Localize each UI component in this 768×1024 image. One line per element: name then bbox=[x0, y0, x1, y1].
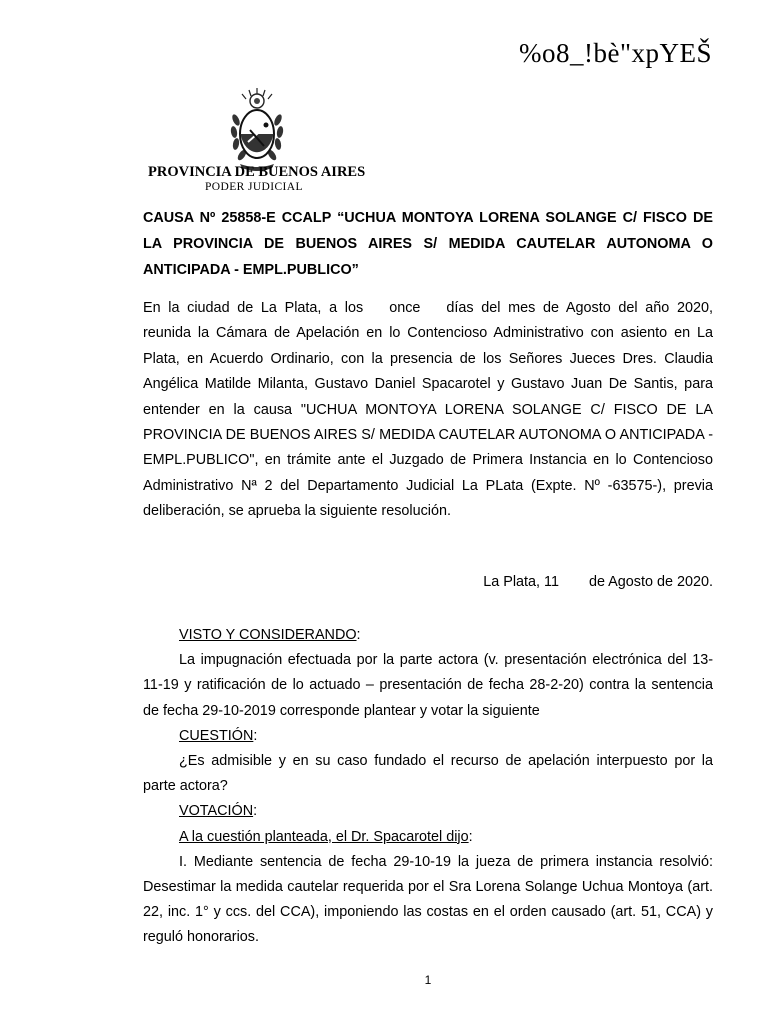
spacarotel-colon: : bbox=[468, 828, 473, 845]
cuestion-heading-text: CUESTIÓN bbox=[179, 727, 254, 744]
cuestion-colon: : bbox=[253, 727, 258, 744]
page-number: 1 bbox=[424, 973, 432, 987]
intro-part-1: En la ciudad de La Plata, a los bbox=[143, 300, 364, 316]
resolution-body bbox=[143, 623, 713, 951]
cuestion-heading bbox=[143, 724, 713, 749]
coat-of-arms-icon bbox=[228, 86, 286, 172]
votacion-colon: : bbox=[253, 803, 258, 820]
spacarotel-heading-text: A la cuestión planteada, el Dr. Spacarotel dijo bbox=[179, 828, 469, 845]
visto-colon: : bbox=[356, 627, 361, 643]
intro-day-word: once bbox=[389, 300, 421, 316]
votacion-heading-text: VOTACIÓN bbox=[179, 803, 254, 820]
organization-name: PROVINCIA DE BUENOS AIRES bbox=[148, 164, 366, 180]
votacion-heading bbox=[143, 799, 713, 824]
place-date-part-2: de Agosto de 2020. bbox=[588, 574, 713, 590]
cuestion-paragraph: ¿Es admisible y en su caso fundado el recurso de apelación interpuesto por la parte actora? bbox=[143, 753, 713, 795]
place-date-part-1: La Plata, 11 bbox=[483, 574, 559, 590]
intro-part-2: días del mes de Agosto del año 2020, reunida la Cámara de Apelación en lo Contencioso Administrativo con asiento en La Plata, en Acuerdo Ordinario, con la presencia de los Señores Jueces Dres. Claudia Angélica Matilde Milanta, Gustavo Daniel Spacarotel y Gustavo Juan De Santis, para entender en la causa "UCHUA MONTOYA LORENA SOLANGE C/ FISCO DE LA PROVINCIA DE BUENOS AIRES S/ MEDIDA CAUTELAR AUTONOMA O ANTICIPADA - EMPL.PUBLICO", en trámite ante el Juzgado de Primera Instancia en lo Contencioso Administrativo Nª 2 del Departamento Judicial La PLata (Expte. Nº -63575-), previa deliberación, se aprueba la siguiente resolución. bbox=[143, 300, 713, 520]
impugnacion-paragraph: La impugnación efectuada por la parte actora (v. presentación electrónica del 13-11-19 y ratificación de lo actuado – presentación de fecha 28-2-20) contra la sentencia de fecha 29-10-2019 corresponde plantear y votar la siguiente bbox=[143, 652, 713, 719]
organization-subtitle: PODER JUDICIAL bbox=[205, 181, 303, 193]
document-code: %o8_!bè"xpYEŠ bbox=[519, 38, 712, 68]
point-one-paragraph: I. Mediante sentencia de fecha 29-10-19 la jueza de primera instancia resolvió: Desestimar la medida cautelar requerida por el Sra Lorena Solange Uchua Montoya (art. 22, inc. 1° y ccs. del CCA), imponiendo las costas en el orden causado (art. 51, CCA) y reguló honorarios. bbox=[143, 853, 713, 946]
spacarotel-heading bbox=[143, 825, 713, 850]
place-date bbox=[483, 574, 713, 590]
case-title: CAUSA Nº 25858-E CCALP “UCHUA MONTOYA LORENA SOLANGE C/ FISCO DE LA PROVINCIA DE BUENOS AIRES S/ MEDIDA CAUTELAR AUTONOMA O ANTICIPADA - EMPL.PUBLICO” bbox=[143, 210, 713, 278]
intro-paragraph bbox=[143, 296, 713, 525]
visto-heading bbox=[143, 623, 713, 648]
visto-heading-text: VISTO Y CONSIDERANDO bbox=[179, 627, 357, 643]
